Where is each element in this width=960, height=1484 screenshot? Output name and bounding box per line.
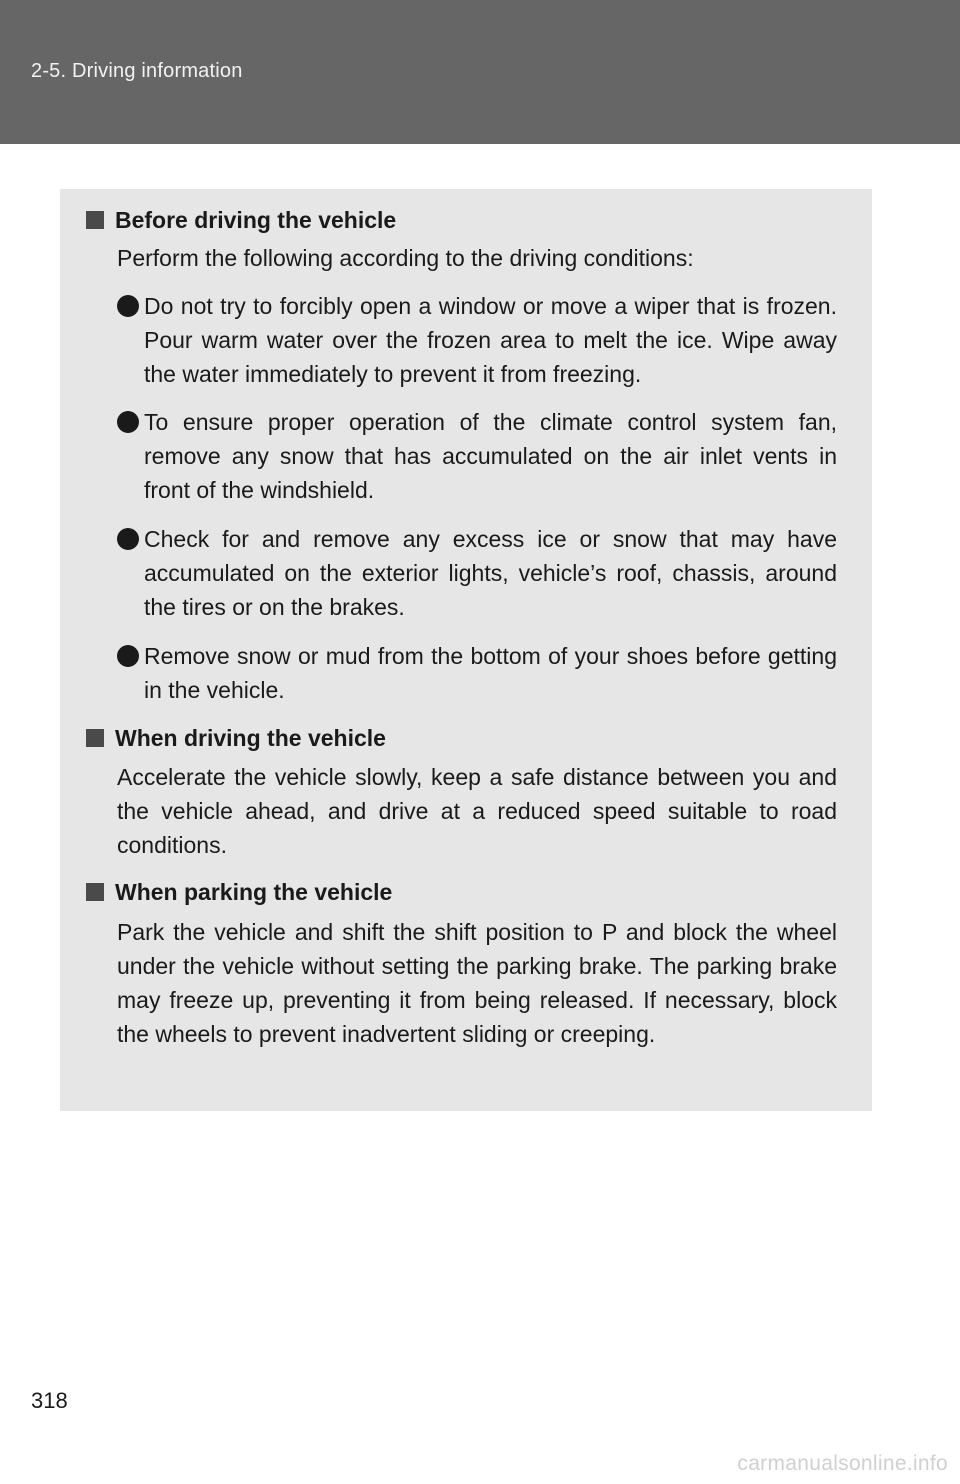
heading-when-parking-text: When parking the vehicle [115, 879, 393, 905]
page-header [0, 0, 960, 144]
bullet-item [117, 405, 837, 507]
heading-before-driving-text: Before driving the vehicle [115, 207, 397, 233]
when-driving-text: Accelerate the vehicle slowly, keep a safe distance between you and the vehicle ahead, and drive at a reduced speed suitable to road conditions. [117, 764, 837, 858]
heading-when-driving-text: When driving the vehicle [115, 725, 386, 751]
heading-before-driving [86, 203, 396, 237]
heading-when-driving [86, 721, 386, 755]
info-box [60, 189, 872, 1111]
round-bullet-icon [117, 411, 139, 433]
before-driving-intro: Perform the following according to the driving conditions: [117, 245, 694, 271]
square-bullet-icon [86, 211, 104, 229]
when-parking-text: Park the vehicle and shift the shift position to P and block the wheel under the vehicle without setting the parking brake. The parking brake may freeze up, preventing it from being released. If necessary, block the wheels to prevent inadvertent sliding or creeping. [117, 919, 837, 1047]
round-bullet-icon [117, 645, 139, 667]
bullet-text: To ensure proper operation of the climate control system fan, remove any snow that has accumulated on the air inlet vents in front of the windshield. [144, 409, 837, 503]
round-bullet-icon [117, 295, 139, 317]
bullet-item [117, 639, 837, 707]
square-bullet-icon [86, 883, 104, 901]
bullet-text: Do not try to forcibly open a window or move a wiper that is frozen. Pour warm water over the frozen area to melt the ice. Wipe away the water immediately to prevent it from freezing. [144, 293, 837, 387]
bullet-text: Remove snow or mud from the bottom of your shoes before getting in the vehicle. [144, 643, 837, 703]
page-number: 318 [31, 1388, 68, 1413]
square-bullet-icon [86, 729, 104, 747]
bullet-item [117, 522, 837, 624]
bullet-text: Check for and remove any excess ice or snow that may have accumulated on the exterior lights, vehicle’s roof, chassis, around the tires or on the brakes. [144, 526, 837, 620]
section-title: 2-5. Driving information [31, 60, 243, 82]
round-bullet-icon [117, 528, 139, 550]
bullet-item [117, 289, 837, 391]
watermark: carmanualsonline.info [737, 1452, 948, 1475]
heading-when-parking [86, 875, 392, 909]
